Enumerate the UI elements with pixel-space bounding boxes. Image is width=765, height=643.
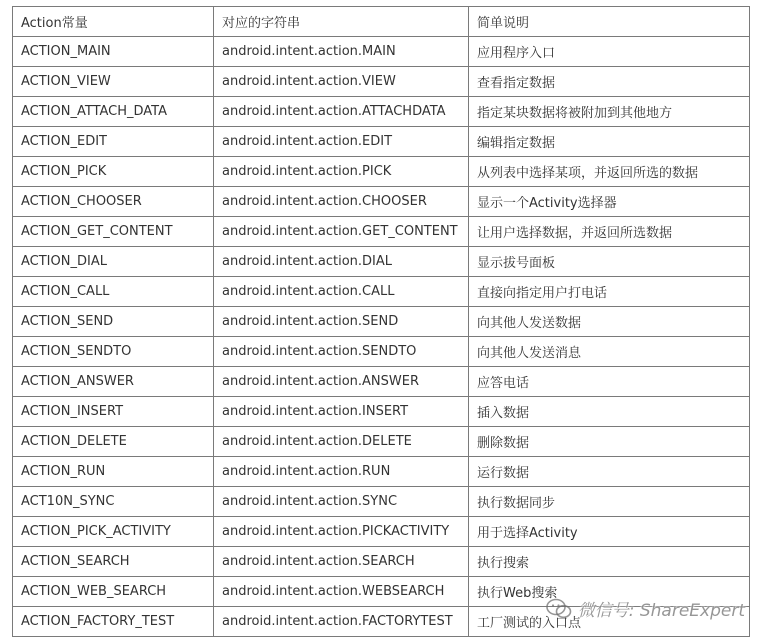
cell-description: 显示一个Activity选择器 <box>469 187 750 217</box>
table-row <box>13 37 750 67</box>
cell-string-value: android.intent.action.EDIT <box>214 127 469 157</box>
cell-description: 用于选择Activity <box>469 517 750 547</box>
cell-action-constant: ACTION_GET_CONTENT <box>13 217 214 247</box>
cell-action-constant: ACTION_CALL <box>13 277 214 307</box>
cell-action-constant: ACTION_PICK_ACTIVITY <box>13 517 214 547</box>
table-row <box>13 487 750 517</box>
action-table-container <box>12 6 749 637</box>
cell-string-value: android.intent.action.ATTACHDATA <box>214 97 469 127</box>
cell-string-value: android.intent.action.FACTORYTEST <box>214 607 469 637</box>
cell-description: 应答电话 <box>469 367 750 397</box>
cell-string-value: android.intent.action.ANSWER <box>214 367 469 397</box>
cell-description: 应用程序入口 <box>469 37 750 67</box>
table-header <box>13 7 750 37</box>
cell-action-constant: ACTION_DIAL <box>13 247 214 277</box>
header-action-constant: Action常量 <box>13 7 214 37</box>
cell-action-constant: ACT10N_SYNC <box>13 487 214 517</box>
table-row <box>13 247 750 277</box>
cell-action-constant: ACTION_SEARCH <box>13 547 214 577</box>
cell-string-value: android.intent.action.MAIN <box>214 37 469 67</box>
cell-string-value: android.intent.action.PICK <box>214 157 469 187</box>
table-row <box>13 517 750 547</box>
table-row <box>13 67 750 97</box>
cell-action-constant: ACTION_MAIN <box>13 37 214 67</box>
cell-description: 执行搜索 <box>469 547 750 577</box>
cell-action-constant: ACTION_INSERT <box>13 397 214 427</box>
cell-description: 执行Web搜索 <box>469 577 750 607</box>
table-row <box>13 187 750 217</box>
table-row <box>13 367 750 397</box>
cell-description: 直接向指定用户打电话 <box>469 277 750 307</box>
cell-description: 向其他人发送消息 <box>469 337 750 367</box>
cell-string-value: android.intent.action.PICKACTIVITY <box>214 517 469 547</box>
cell-description: 让用户选择数据，并返回所选数据 <box>469 217 750 247</box>
table-row <box>13 547 750 577</box>
cell-description: 删除数据 <box>469 427 750 457</box>
header-row <box>13 7 750 37</box>
cell-description: 从列表中选择某项，并返回所选的数据 <box>469 157 750 187</box>
table-row <box>13 97 750 127</box>
table-row <box>13 427 750 457</box>
cell-string-value: android.intent.action.WEBSEARCH <box>214 577 469 607</box>
cell-string-value: android.intent.action.DELETE <box>214 427 469 457</box>
cell-string-value: android.intent.action.DIAL <box>214 247 469 277</box>
cell-string-value: android.intent.action.CHOOSER <box>214 187 469 217</box>
cell-string-value: android.intent.action.SENDTO <box>214 337 469 367</box>
table-row <box>13 277 750 307</box>
table-row <box>13 157 750 187</box>
cell-description: 查看指定数据 <box>469 67 750 97</box>
cell-string-value: android.intent.action.SYNC <box>214 487 469 517</box>
cell-description: 执行数据同步 <box>469 487 750 517</box>
watermark-text: 微信号: ShareExpert <box>577 601 745 621</box>
cell-action-constant: ACTION_PICK <box>13 157 214 187</box>
action-table <box>12 6 750 637</box>
table-row <box>13 217 750 247</box>
cell-string-value: android.intent.action.INSERT <box>214 397 469 427</box>
cell-action-constant: ACTION_EDIT <box>13 127 214 157</box>
cell-action-constant: ACTION_WEB_SEARCH <box>13 577 214 607</box>
cell-string-value: android.intent.action.GET_CONTENT <box>214 217 469 247</box>
cell-action-constant: ACTION_ANSWER <box>13 367 214 397</box>
cell-string-value: android.intent.action.SEND <box>214 307 469 337</box>
cell-string-value: android.intent.action.VIEW <box>214 67 469 97</box>
cell-action-constant: ACTION_SEND <box>13 307 214 337</box>
table-row <box>13 457 750 487</box>
cell-description: 工厂测试的入口点 <box>469 607 750 637</box>
cell-description: 编辑指定数据 <box>469 127 750 157</box>
cell-action-constant: ACTION_CHOOSER <box>13 187 214 217</box>
cell-string-value: android.intent.action.SEARCH <box>214 547 469 577</box>
table-body <box>13 37 750 637</box>
header-string-value: 对应的字符串 <box>214 7 469 37</box>
wechat-watermark <box>546 596 745 621</box>
table-row <box>13 337 750 367</box>
cell-action-constant: ACTION_DELETE <box>13 427 214 457</box>
cell-description: 显示拔号面板 <box>469 247 750 277</box>
wechat-icon <box>546 598 572 620</box>
cell-description: 运行数据 <box>469 457 750 487</box>
table-row <box>13 127 750 157</box>
cell-string-value: android.intent.action.RUN <box>214 457 469 487</box>
cell-action-constant: ACTION_VIEW <box>13 67 214 97</box>
cell-description: 插入数据 <box>469 397 750 427</box>
cell-description: 指定某块数据将被附加到其他地方 <box>469 97 750 127</box>
table-row <box>13 397 750 427</box>
cell-action-constant: ACTION_RUN <box>13 457 214 487</box>
cell-string-value: android.intent.action.CALL <box>214 277 469 307</box>
cell-action-constant: ACTION_SENDTO <box>13 337 214 367</box>
header-description: 简单说明 <box>469 7 750 37</box>
cell-action-constant: ACTION_FACTORY_TEST <box>13 607 214 637</box>
table-row <box>13 307 750 337</box>
cell-action-constant: ACTION_ATTACH_DATA <box>13 97 214 127</box>
cell-description: 向其他人发送数据 <box>469 307 750 337</box>
